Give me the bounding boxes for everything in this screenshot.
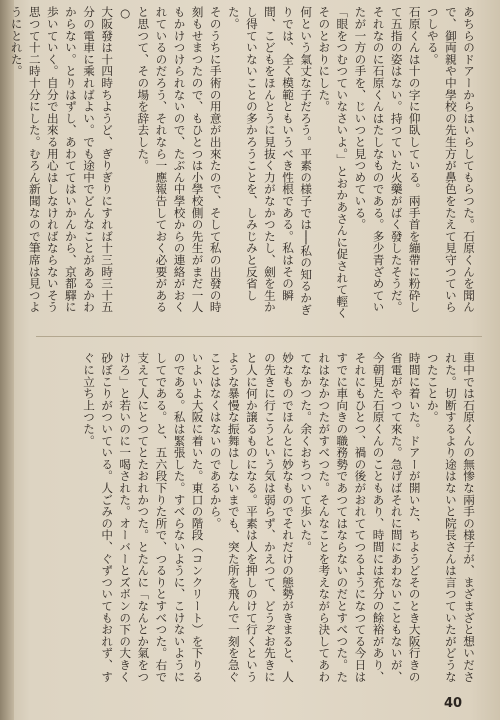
paragraph: 大阪發は十四時ちようど、ぎりぎりにすれば十三時三十五分の電車に乘ればよい。でも途中でどんなことがあるかわからない。とりはずし、あわててはいかんから、京都驛に歩いていく。自分で出來る用心はしなければならないそう思つて十二時十分にした。むろん新聞なので筆席は見つようにとれた。 xyxy=(9,6,115,313)
paragraph: 妙なものでほんとに妙なものでそれだけの態勢がきまると、人の先きに行こうという気は弱らず、かえつて、どうぞお先きにと人に何か譲るものになる。平素は人を押しのけて行くというような暴慢な振舞はしないまでも、突た所を飛んで一刻を急ぐことはなくはないのであるから。 xyxy=(208,352,296,683)
paragraph: 時間に着いた。ドアーが開いた、ちようどそのとき大阪行きの省電がやつて來た。急げばそれに間にあわないこともないが、今朝見た石原くんのこともあり、時間には充分の餘裕があり、それにもひとつ、禍の後がおれててつるようになつてる今日はすでに車向きの職務勢であつてはならないのだとすべつた。たれはなかつたがすべつた。そんなことを考えながら決してあわてなかつた。余くおちついて歩いた。 xyxy=(299,352,422,683)
page-number: 40 xyxy=(444,696,463,711)
column-divider xyxy=(36,336,482,337)
lower-text-column xyxy=(40,352,478,690)
paragraph: 石原くんは十の字に仰臥している。兩手首を繃帶に粉砕して五指の姿はない。持つていた火藥がばく發したそうだ。それなのに石原くんはたしなものである。多少青ざめていたが一方の手を、じいつと見つめている。 xyxy=(353,6,422,313)
paragraph: あちらのドアーからはいらしてもらつた。石原くんを聞んで、御両親や中學校の先生方が鼻色をたえて見守つていらつしやる。 xyxy=(425,6,476,313)
upper-text-column xyxy=(9,6,478,324)
paragraph: 「眼をつむつていなさいよ。」とおかあさんに促されて輕くそのとおりにした。 xyxy=(317,6,350,319)
section-break-mark: ○ xyxy=(118,6,133,21)
paragraph: そのうちに手術の用意が出來たので、そして私の出發の時刻もせまつたので、もひとつは小學校側の先生がまだ一人もかけつけられないので、たぶん中學校からの連絡がおくれているのだろう、それなら一應報告しておく必要があると思つて、その場を辞去した。 xyxy=(136,6,223,313)
paragraph: 何という氣丈な子だろう。平素の様子では──私の知るかぎりでは、全く模範ともいうべき性根である。私はその瞬間、こどもをほんとうに見抜く力がなかつたし、劍を生かし得ていないことの多かろうことを、しみじみと反省した。 xyxy=(226,6,314,316)
paragraph: いよいよ大阪に着いた。東口の階段（コンクリート）を下りるのである。私は緊張した。すべらないように、こけないようにしてである。と、五六段下りた所で、つるりとすべつた。右で支えて人にとつてとたおれかつた。とたんに「なんとか氣をつけろ」と若いのに一喝された。オーバーとズボンの下の大きく砂ぼこりがついている。人ごみの中、ぐずついてもおれず、すぐに立ち上つた。 xyxy=(82,352,205,683)
paragraph: 車中では石原くんの無惨な兩手の様子が、まざまざと想いだされた。切断するより途はないと院長さんは言つていたがどうなつたことか。 xyxy=(425,352,476,683)
